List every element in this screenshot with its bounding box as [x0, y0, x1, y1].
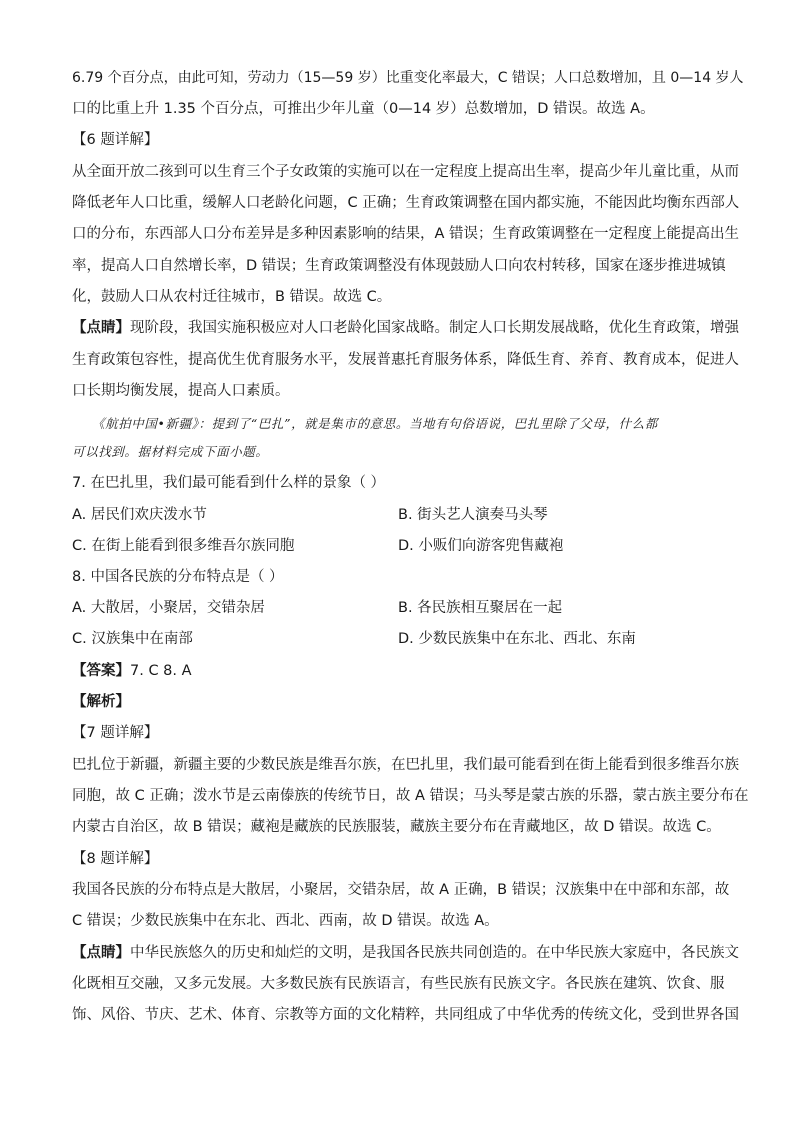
material-intro: 可以找到。据材料完成下面小题。 [72, 444, 269, 459]
section-heading-q8: 【8 题详解】 [72, 851, 159, 867]
comment-tag: 【点睛】 [72, 320, 130, 336]
text-line: 同胞，故 C 正确；泼水节是云南傣族的传统节日，故 A 错误；马头琴是蒙古族的乐器，蒙古族主要分布在 [72, 788, 749, 804]
text-line: 内蒙古自治区，故 B 错误；藏袍是藏族的民族服装，藏族主要分布在青藏地区，故 D 错误。故选 C。 [72, 819, 721, 835]
text-line: 率，提高人口自然增长率，D 错误；生育政策调整没有体现鼓励人口向农村转移，国家在逐步推进城镇 [72, 258, 726, 274]
option-7d: D. 小贩们向游客兜售藏袍 [398, 538, 564, 554]
comment-paragraph [72, 943, 739, 963]
option-8c: C. 汉族集中在南部 [72, 631, 193, 647]
text-line: C 错误；少数民族集中在东北、西北、西南，故 D 错误。故选 A。 [72, 913, 499, 929]
text-line: 化，鼓励人口从农村迁往城市，B 错误。故选 C。 [72, 289, 392, 305]
material-intro: 《航拍中国•新疆》：提到了“巴扎”，就是集市的意思。当地有句俗语说，巴扎里除了父母，什么都 [92, 416, 658, 431]
text-line: 我国各民族的分布特点是大散居，小聚居，交错杂居，故 A 正确，B 错误；汉族集中在中部和东部，故 [72, 882, 730, 898]
text-line: 生育政策包容性，提高优生优育服务水平，发展普惠托育服务体系，降低生育、养育、教育成本，促进人 [72, 352, 739, 368]
text-line: 巴扎位于新疆，新疆主要的少数民族是维吾尔族，在巴扎里，我们最可能看到在街上能看到很多维吾尔族 [72, 757, 739, 773]
text-line: 降低老年人口比重，缓解人口老龄化问题，C 正确；生育政策调整在国内都实施，不能因此均衡东西部人 [72, 195, 740, 211]
comment-text: 现阶段，我国实施积极应对人口老龄化国家战略。制定人口长期发展战略，优化生育政策，增强 [130, 320, 739, 336]
option-7b: B. 街头艺人演奏马头琴 [398, 507, 548, 523]
section-heading-q7: 【7 题详解】 [72, 725, 159, 741]
option-8b: B. 各民族相互聚居在一起 [398, 600, 563, 616]
section-heading-q6: 【6 题详解】 [72, 132, 159, 148]
answer-text: 7. C 8. A [130, 663, 192, 679]
option-7c: C. 在街上能看到很多维吾尔族同胞 [72, 538, 295, 554]
text-line: 口的比重上升 1.35 个百分点，可推出少年儿童（0—14 岁）总数增加，D 错误。故选 A。 [72, 101, 655, 117]
text-line: 化既相互交融，又多元发展。大多数民族有民族语言，有些民族有民族文字。各民族在建筑、饮食、服 [72, 976, 725, 992]
text-line: 从全面开放二孩到可以生育三个子女政策的实施可以在一定程度上提高出生率，提高少年儿童比重，从而 [72, 164, 739, 180]
text-line: 6.79 个百分点，由此可知，劳动力（15—59 岁）比重变化率最大，C 错误；人口总数增加，且 0—14 岁人 [72, 70, 744, 86]
option-8d: D. 少数民族集中在东北、西北、东南 [398, 631, 636, 647]
comment-tag: 【点睛】 [72, 945, 130, 961]
option-8a: A. 大散居，小聚居，交错杂居 [72, 600, 265, 616]
question-7: 7. 在巴扎里，我们最可能看到什么样的景象（ ） [72, 475, 386, 491]
text-line: 口长期均衡发展，提高人口素质。 [72, 383, 290, 399]
text-line: 口的分布，东西部人口分布差异是多种因素影响的结果，A 错误；生育政策调整在一定程度上能提高出生 [72, 226, 740, 242]
answer-line [72, 661, 732, 681]
answer-tag: 【答案】 [72, 663, 130, 679]
text-line: 饰、风俗、节庆、艺术、体育、宗教等方面的文化精粹，共同组成了中华优秀的传统文化，受到世界各国 [72, 1007, 739, 1023]
analysis-heading: 【解析】 [72, 694, 130, 710]
comment-paragraph [72, 318, 739, 338]
comment-text: 中华民族悠久的历史和灿烂的文明，是我国各民族共同创造的。在中华民族大家庭中，各民族文 [130, 945, 739, 961]
question-8: 8. 中国各民族的分布特点是（ ） [72, 569, 284, 585]
option-7a: A. 居民们欢庆泼水节 [72, 507, 207, 523]
